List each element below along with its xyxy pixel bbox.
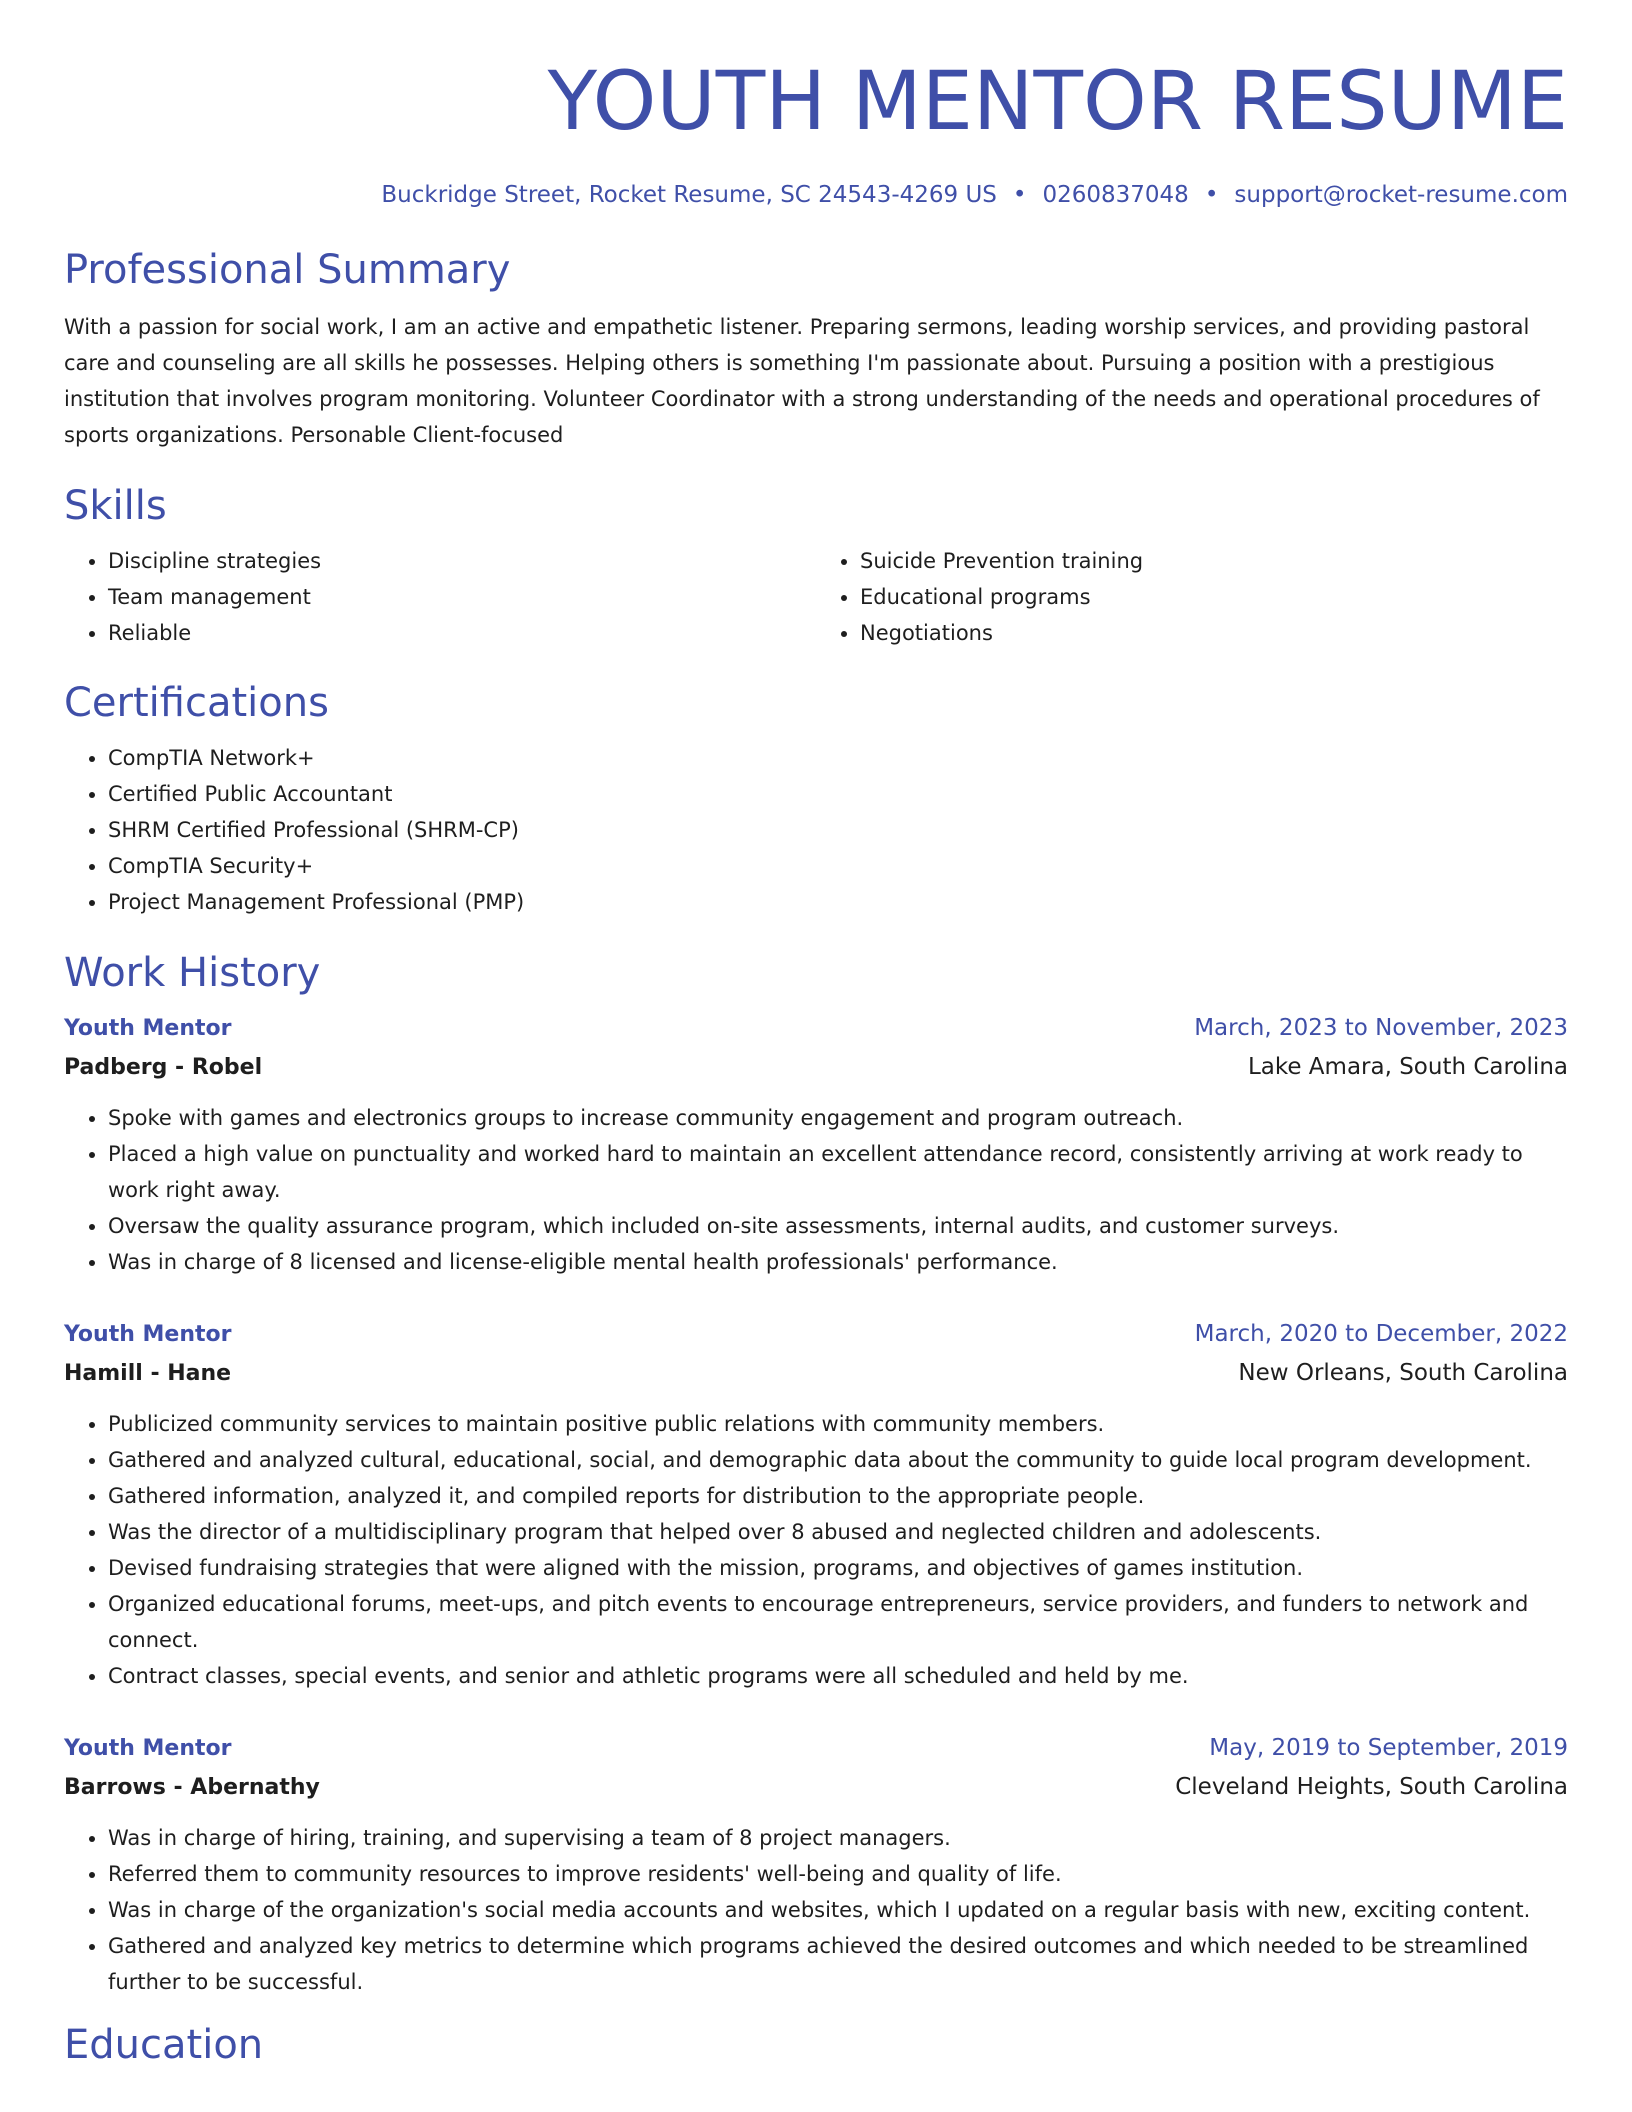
job-company: Hamill - Hane [64, 1361, 232, 1386]
skill-item: • Negotiations [860, 615, 1568, 651]
skill-item: • Educational programs [860, 579, 1568, 615]
job-title-row [64, 1316, 1568, 1353]
contact-email[interactable]: support@rocket-resume.com [1234, 182, 1568, 208]
certification-item: • Certified Public Accountant [108, 776, 1568, 812]
job-bullet: • Gathered and analyzed cultural, educational, social, and demographic data about the community to guide local program development. [108, 1442, 1568, 1478]
job-bullet: • Was in charge of 8 licensed and license-eligible mental health professionals' performance. [108, 1244, 1568, 1280]
job-bullet: • Publicized community services to maintain positive public relations with community members. [108, 1406, 1568, 1442]
contact-separator: • [1204, 182, 1219, 208]
resume-title: YOUTH MENTOR RESUME [547, 55, 1568, 149]
summary-text: With a passion for social work, I am an active and empathetic listener. Preparing sermons, leading worship services, and providing pastoral care and counseling are all skills he possesses. Helping others is something I'm passionate about. Pursuing a position with a prestigious institution that involves program monitoring. Volunteer Coordinator with a strong understanding of the needs and operational procedures of sports organizations. Personable Client-focused [64, 315, 1540, 447]
job-title: Youth Mentor [64, 1016, 232, 1041]
certifications-heading: Certifications [64, 680, 329, 726]
work-history-heading: Work History [64, 950, 321, 996]
skill-item: • Reliable [108, 615, 816, 651]
certification-item: • SHRM Certified Professional (SHRM-CP) [108, 812, 1568, 848]
job-company: Padberg - Robel [64, 1055, 263, 1080]
job-bullet: • Was the director of a multidisciplinary program that helped over 8 abused and neglected children and adolescents. [108, 1514, 1568, 1550]
job-bullet: • Was in charge of hiring, training, and supervising a team of 8 project managers. [108, 1820, 1568, 1856]
job-bullets [64, 1406, 1568, 1694]
job-title-row [64, 1730, 1568, 1767]
skills-right-list [816, 543, 1568, 651]
job-entry [64, 1316, 1568, 1694]
job-bullet: • Devised fundraising strategies that were aligned with the mission, programs, and objectives of games institution. [108, 1550, 1568, 1586]
skills-left-list [64, 543, 816, 651]
summary-section [64, 245, 1568, 453]
certifications-list [64, 740, 1568, 920]
job-bullet: • Gathered information, analyzed it, and compiled reports for distribution to the appropriate people. [108, 1478, 1568, 1514]
job-title-row [64, 1010, 1568, 1047]
job-dates: March, 2023 to November, 2023 [1194, 1015, 1568, 1041]
summary-heading: Professional Summary [64, 247, 511, 293]
job-dates: May, 2019 to September, 2019 [1209, 1735, 1568, 1761]
certifications-section [64, 678, 1568, 920]
job-bullet: • Placed a high value on punctuality and worked hard to maintain an excellent attendance record, consistently arriving at work ready to work right away. [108, 1136, 1568, 1208]
job-title: Youth Mentor [64, 1322, 232, 1347]
skills-heading: Skills [64, 483, 167, 529]
certification-item: • CompTIA Network+ [108, 740, 1568, 776]
job-bullets [64, 1100, 1568, 1280]
certification-item: • CompTIA Security+ [108, 848, 1568, 884]
job-bullet: • Gathered and analyzed key metrics to determine which programs achieved the desired outcomes and which needed to be streamlined further to be successful. [108, 1928, 1568, 2000]
job-location: New Orleans, South Carolina [1238, 1360, 1568, 1386]
contact-phone: 0260837048 [1042, 182, 1189, 208]
certification-item: • Project Management Professional (PMP) [108, 884, 1568, 920]
work-history-section [64, 948, 1568, 2000]
job-company-row [64, 1767, 1568, 1808]
contact-separator: • [1012, 182, 1027, 208]
job-company-row [64, 1047, 1568, 1088]
resume-page [64, 0, 1568, 2070]
job-location: Cleveland Heights, South Carolina [1175, 1774, 1568, 1800]
job-company-row [64, 1353, 1568, 1394]
job-location: Lake Amara, South Carolina [1247, 1054, 1568, 1080]
skill-item: • Team management [108, 579, 816, 615]
job-company: Barrows - Abernathy [64, 1775, 320, 1800]
job-bullet: • Was in charge of the organization's social media accounts and websites, which I updated on a regular basis with new, exciting content. [108, 1892, 1568, 1928]
skills-grid [64, 543, 1568, 651]
education-section [64, 2020, 1568, 2070]
job-bullet: • Contract classes, special events, and senior and athletic programs were all scheduled and held by me. [108, 1658, 1568, 1694]
contact-line [64, 180, 1568, 210]
job-dates: March, 2020 to December, 2022 [1194, 1321, 1568, 1347]
job-bullets [64, 1820, 1568, 2000]
job-bullet: • Organized educational forums, meet-ups, and pitch events to encourage entrepreneurs, service providers, and funders to network and connect. [108, 1586, 1568, 1658]
job-entry [64, 1730, 1568, 2000]
job-bullet: • Spoke with games and electronics groups to increase community engagement and program outreach. [108, 1100, 1568, 1136]
job-title: Youth Mentor [64, 1736, 232, 1761]
skill-item: • Suicide Prevention training [860, 543, 1568, 579]
skill-item: • Discipline strategies [108, 543, 816, 579]
job-bullet: • Referred them to community resources to improve residents' well-being and quality of life. [108, 1856, 1568, 1892]
education-heading: Education [64, 2022, 264, 2068]
job-bullet: • Oversaw the quality assurance program, which included on-site assessments, internal audits, and customer surveys. [108, 1208, 1568, 1244]
job-entry [64, 1010, 1568, 1280]
skills-section [64, 481, 1568, 651]
contact-address: Buckridge Street, Rocket Resume, SC 24543-4269 US [381, 182, 997, 208]
